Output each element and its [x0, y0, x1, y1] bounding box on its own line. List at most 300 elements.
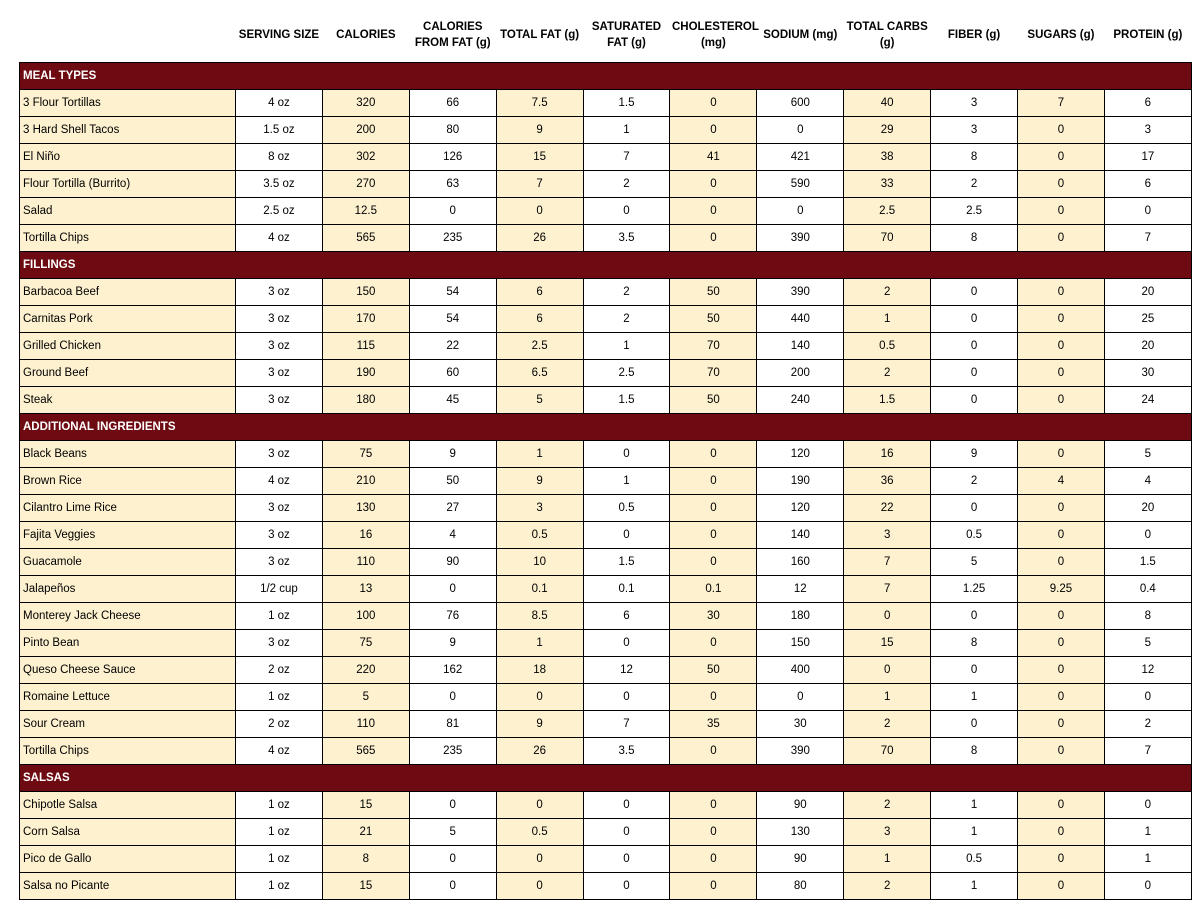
value-cell: 1	[1104, 846, 1191, 873]
value-cell: 0	[1018, 738, 1105, 765]
value-cell: 235	[409, 225, 496, 252]
value-cell: 8 oz	[236, 144, 323, 171]
value-cell: 115	[322, 333, 409, 360]
value-cell: 70	[844, 225, 931, 252]
value-cell: 1.25	[931, 576, 1018, 603]
value-cell: 35	[670, 711, 757, 738]
value-cell: 0	[1018, 117, 1105, 144]
table-row	[20, 90, 1192, 117]
value-cell: 2	[844, 279, 931, 306]
value-cell: 0	[583, 819, 670, 846]
column-header: SERVING SIZE	[238, 28, 320, 41]
table-row	[20, 630, 1192, 657]
value-cell: 1	[583, 468, 670, 495]
value-cell: 30	[670, 603, 757, 630]
item-name-cell: Black Beans	[20, 441, 236, 468]
value-cell: 26	[496, 225, 583, 252]
value-cell: 75	[322, 441, 409, 468]
value-cell: 50	[670, 387, 757, 414]
column-header-item	[20, 7, 236, 63]
value-cell: 6	[583, 603, 670, 630]
value-cell: 0	[931, 603, 1018, 630]
value-cell: 1	[931, 873, 1018, 900]
item-name-cell: El Niño	[20, 144, 236, 171]
item-name-cell: 3 Flour Tortillas	[20, 90, 236, 117]
value-cell: 0	[1018, 171, 1105, 198]
value-cell: 150	[757, 630, 844, 657]
value-cell: 0	[1018, 684, 1105, 711]
section-header-row	[20, 63, 1192, 90]
value-cell: 20	[1104, 279, 1191, 306]
column-header: SODIUM (mg)	[763, 28, 838, 41]
value-cell: 1	[496, 441, 583, 468]
table-row	[20, 576, 1192, 603]
table-body	[20, 63, 1192, 900]
table-row	[20, 738, 1192, 765]
table-row	[20, 171, 1192, 198]
value-cell: 80	[757, 873, 844, 900]
value-cell: 0	[670, 738, 757, 765]
value-cell: 0	[1018, 495, 1105, 522]
value-cell: 140	[757, 522, 844, 549]
value-cell: 2.5	[496, 333, 583, 360]
value-cell: 0	[670, 549, 757, 576]
value-cell: 190	[757, 468, 844, 495]
value-cell: 0.1	[583, 576, 670, 603]
value-cell: 160	[757, 549, 844, 576]
value-cell: 0	[670, 792, 757, 819]
value-cell: 54	[409, 279, 496, 306]
value-cell: 170	[322, 306, 409, 333]
value-cell: 70	[670, 360, 757, 387]
value-cell: 6	[1104, 171, 1191, 198]
value-cell: 8	[931, 144, 1018, 171]
value-cell: 2.5	[844, 198, 931, 225]
value-cell: 0	[1018, 441, 1105, 468]
value-cell: 0	[583, 846, 670, 873]
value-cell: 0	[496, 873, 583, 900]
item-name-cell: Carnitas Pork	[20, 306, 236, 333]
table-row	[20, 549, 1192, 576]
table-row	[20, 144, 1192, 171]
value-cell: 0.5	[496, 819, 583, 846]
value-cell: 1/2 cup	[236, 576, 323, 603]
item-name-cell: Brown Rice	[20, 468, 236, 495]
value-cell: 1	[844, 684, 931, 711]
value-cell: 3	[844, 819, 931, 846]
value-cell: 1	[583, 333, 670, 360]
item-name-cell: Monterey Jack Cheese	[20, 603, 236, 630]
value-cell: 16	[322, 522, 409, 549]
value-cell: 41	[670, 144, 757, 171]
value-cell: 0	[670, 684, 757, 711]
section-header-row	[20, 414, 1192, 441]
value-cell: 7	[583, 711, 670, 738]
value-cell: 9	[931, 441, 1018, 468]
value-cell: 0	[757, 684, 844, 711]
value-cell: 22	[844, 495, 931, 522]
table-row	[20, 792, 1192, 819]
value-cell: 0	[409, 576, 496, 603]
value-cell: 5	[409, 819, 496, 846]
value-cell: 600	[757, 90, 844, 117]
value-cell: 235	[409, 738, 496, 765]
value-cell: 0	[670, 90, 757, 117]
value-cell: 38	[844, 144, 931, 171]
value-cell: 7	[1104, 225, 1191, 252]
value-cell: 9	[496, 468, 583, 495]
value-cell: 200	[322, 117, 409, 144]
value-cell: 3 oz	[236, 387, 323, 414]
value-cell: 240	[757, 387, 844, 414]
table-row	[20, 873, 1192, 900]
value-cell: 1	[583, 117, 670, 144]
value-cell: 2	[583, 279, 670, 306]
value-cell: 6.5	[496, 360, 583, 387]
value-cell: 6	[496, 279, 583, 306]
value-cell: 9	[496, 117, 583, 144]
value-cell: 25	[1104, 306, 1191, 333]
value-cell: 302	[322, 144, 409, 171]
value-cell: 3	[1104, 117, 1191, 144]
value-cell: 0	[1104, 873, 1191, 900]
value-cell: 2	[844, 873, 931, 900]
value-cell: 0	[583, 684, 670, 711]
value-cell: 0	[1018, 846, 1105, 873]
value-cell: 3.5	[583, 225, 670, 252]
value-cell: 1	[1104, 819, 1191, 846]
value-cell: 21	[322, 819, 409, 846]
value-cell: 0.5	[583, 495, 670, 522]
value-cell: 0	[583, 873, 670, 900]
value-cell: 8	[1104, 603, 1191, 630]
value-cell: 2	[931, 468, 1018, 495]
value-cell: 110	[322, 711, 409, 738]
value-cell: 0	[931, 360, 1018, 387]
value-cell: 0	[496, 846, 583, 873]
value-cell: 80	[409, 117, 496, 144]
value-cell: 2 oz	[236, 711, 323, 738]
item-name-cell: Steak	[20, 387, 236, 414]
value-cell: 8.5	[496, 603, 583, 630]
column-header: TOTAL CARBS (g)	[846, 20, 928, 49]
value-cell: 12	[583, 657, 670, 684]
value-cell: 1.5	[844, 387, 931, 414]
value-cell: 390	[757, 225, 844, 252]
value-cell: 3	[496, 495, 583, 522]
value-cell: 2.5	[931, 198, 1018, 225]
item-name-cell: 3 Hard Shell Tacos	[20, 117, 236, 144]
value-cell: 0	[670, 630, 757, 657]
value-cell: 0	[670, 468, 757, 495]
value-cell: 3 oz	[236, 333, 323, 360]
value-cell: 7	[583, 144, 670, 171]
value-cell: 0	[670, 117, 757, 144]
value-cell: 200	[757, 360, 844, 387]
value-cell: 8	[322, 846, 409, 873]
value-cell: 2	[844, 360, 931, 387]
value-cell: 0	[670, 198, 757, 225]
table-row	[20, 522, 1192, 549]
value-cell: 29	[844, 117, 931, 144]
value-cell: 9	[496, 711, 583, 738]
item-name-cell: Grilled Chicken	[20, 333, 236, 360]
value-cell: 0	[1104, 522, 1191, 549]
value-cell: 75	[322, 630, 409, 657]
value-cell: 0	[496, 792, 583, 819]
value-cell: 390	[757, 738, 844, 765]
value-cell: 0.5	[931, 522, 1018, 549]
value-cell: 0	[583, 441, 670, 468]
value-cell: 0.5	[931, 846, 1018, 873]
value-cell: 90	[757, 846, 844, 873]
column-header: FIBER (g)	[947, 28, 1001, 41]
column-header: CHOLESTEROL (mg)	[671, 20, 759, 49]
value-cell: 140	[757, 333, 844, 360]
table-row	[20, 333, 1192, 360]
value-cell: 3	[931, 117, 1018, 144]
value-cell: 3 oz	[236, 495, 323, 522]
value-cell: 7	[1104, 738, 1191, 765]
value-cell: 7	[844, 549, 931, 576]
value-cell: 0	[409, 873, 496, 900]
column-header: CALORIES	[336, 28, 396, 41]
value-cell: 22	[409, 333, 496, 360]
value-cell: 0.5	[844, 333, 931, 360]
value-cell: 0	[583, 630, 670, 657]
value-cell: 24	[1104, 387, 1191, 414]
value-cell: 4 oz	[236, 468, 323, 495]
value-cell: 4	[1104, 468, 1191, 495]
value-cell: 0.5	[496, 522, 583, 549]
value-cell: 0	[409, 792, 496, 819]
value-cell: 0	[583, 198, 670, 225]
value-cell: 180	[322, 387, 409, 414]
value-cell: 0	[1104, 198, 1191, 225]
value-cell: 0	[1018, 306, 1105, 333]
value-cell: 3 oz	[236, 630, 323, 657]
value-cell: 50	[670, 657, 757, 684]
value-cell: 1 oz	[236, 846, 323, 873]
value-cell: 50	[670, 306, 757, 333]
value-cell: 0	[931, 495, 1018, 522]
value-cell: 120	[757, 441, 844, 468]
value-cell: 4 oz	[236, 738, 323, 765]
value-cell: 50	[670, 279, 757, 306]
value-cell: 3 oz	[236, 549, 323, 576]
item-name-cell: Cilantro Lime Rice	[20, 495, 236, 522]
value-cell: 2	[583, 306, 670, 333]
value-cell: 26	[496, 738, 583, 765]
value-cell: 2	[931, 171, 1018, 198]
value-cell: 0	[409, 684, 496, 711]
table-row	[20, 846, 1192, 873]
value-cell: 180	[757, 603, 844, 630]
item-name-cell: Flour Tortilla (Burrito)	[20, 171, 236, 198]
value-cell: 1 oz	[236, 873, 323, 900]
value-cell: 0	[1018, 603, 1105, 630]
value-cell: 12	[1104, 657, 1191, 684]
section-title: SALSAS	[20, 765, 1192, 792]
value-cell: 76	[409, 603, 496, 630]
value-cell: 7	[1018, 90, 1105, 117]
value-cell: 36	[844, 468, 931, 495]
value-cell: 1	[931, 792, 1018, 819]
item-name-cell: Tortilla Chips	[20, 738, 236, 765]
value-cell: 0	[670, 873, 757, 900]
value-cell: 0.4	[1104, 576, 1191, 603]
value-cell: 0	[409, 846, 496, 873]
value-cell: 3 oz	[236, 279, 323, 306]
value-cell: 33	[844, 171, 931, 198]
value-cell: 1 oz	[236, 792, 323, 819]
value-cell: 150	[322, 279, 409, 306]
item-name-cell: Romaine Lettuce	[20, 684, 236, 711]
value-cell: 2	[1104, 711, 1191, 738]
table-row	[20, 684, 1192, 711]
value-cell: 565	[322, 738, 409, 765]
value-cell: 4 oz	[236, 225, 323, 252]
value-cell: 0	[670, 522, 757, 549]
item-name-cell: Barbacoa Beef	[20, 279, 236, 306]
value-cell: 12	[757, 576, 844, 603]
value-cell: 0	[844, 603, 931, 630]
value-cell: 8	[931, 738, 1018, 765]
column-header: TOTAL FAT (g)	[500, 28, 580, 41]
value-cell: 0	[931, 333, 1018, 360]
column-header: SUGARS (g)	[1027, 28, 1095, 41]
table-row	[20, 711, 1192, 738]
column-header: PROTEIN (g)	[1113, 28, 1183, 41]
value-cell: 4	[1018, 468, 1105, 495]
value-cell: 2.5 oz	[236, 198, 323, 225]
value-cell: 0.1	[496, 576, 583, 603]
value-cell: 0	[583, 522, 670, 549]
value-cell: 30	[1104, 360, 1191, 387]
value-cell: 40	[844, 90, 931, 117]
value-cell: 0	[1018, 549, 1105, 576]
value-cell: 440	[757, 306, 844, 333]
value-cell: 5	[1104, 441, 1191, 468]
value-cell: 2	[844, 711, 931, 738]
item-name-cell: Chipotle Salsa	[20, 792, 236, 819]
section-header-row	[20, 765, 1192, 792]
value-cell: 0	[670, 495, 757, 522]
value-cell: 1 oz	[236, 819, 323, 846]
value-cell: 0	[1018, 792, 1105, 819]
value-cell: 210	[322, 468, 409, 495]
value-cell: 0	[1018, 819, 1105, 846]
value-cell: 7	[844, 576, 931, 603]
value-cell: 0	[670, 225, 757, 252]
value-cell: 0	[670, 819, 757, 846]
value-cell: 81	[409, 711, 496, 738]
value-cell: 7	[496, 171, 583, 198]
value-cell: 0	[757, 117, 844, 144]
value-cell: 390	[757, 279, 844, 306]
table-row	[20, 603, 1192, 630]
section-title: ADDITIONAL INGREDIENTS	[20, 414, 1192, 441]
column-header: SATURATED FAT (g)	[591, 20, 662, 49]
value-cell: 0	[670, 171, 757, 198]
item-name-cell: Guacamole	[20, 549, 236, 576]
value-cell: 421	[757, 144, 844, 171]
item-name-cell: Salsa no Picante	[20, 873, 236, 900]
column-header: CALORIES FROM FAT (g)	[414, 20, 491, 49]
value-cell: 0	[844, 657, 931, 684]
value-cell: 565	[322, 225, 409, 252]
value-cell: 0	[1018, 333, 1105, 360]
value-cell: 0	[1018, 630, 1105, 657]
value-cell: 220	[322, 657, 409, 684]
value-cell: 9	[409, 630, 496, 657]
value-cell: 5	[496, 387, 583, 414]
value-cell: 70	[670, 333, 757, 360]
value-cell: 0	[670, 846, 757, 873]
value-cell: 120	[757, 495, 844, 522]
value-cell: 3	[844, 522, 931, 549]
value-cell: 15	[844, 630, 931, 657]
value-cell: 0	[757, 198, 844, 225]
table-row	[20, 468, 1192, 495]
value-cell: 5	[1104, 630, 1191, 657]
value-cell: 66	[409, 90, 496, 117]
table-row	[20, 819, 1192, 846]
value-cell: 30	[757, 711, 844, 738]
value-cell: 90	[409, 549, 496, 576]
value-cell: 0	[1018, 360, 1105, 387]
value-cell: 1.5	[583, 90, 670, 117]
item-name-cell: Sour Cream	[20, 711, 236, 738]
header-row	[20, 7, 1192, 63]
value-cell: 1 oz	[236, 603, 323, 630]
value-cell: 3 oz	[236, 306, 323, 333]
item-name-cell: Corn Salsa	[20, 819, 236, 846]
value-cell: 0	[1018, 873, 1105, 900]
value-cell: 0	[1104, 792, 1191, 819]
value-cell: 1	[496, 630, 583, 657]
value-cell: 0	[496, 684, 583, 711]
value-cell: 1	[931, 819, 1018, 846]
value-cell: 0	[1018, 225, 1105, 252]
table-row	[20, 495, 1192, 522]
section-title: MEAL TYPES	[20, 63, 1192, 90]
value-cell: 9	[409, 441, 496, 468]
value-cell: 0	[931, 306, 1018, 333]
value-cell: 0	[931, 657, 1018, 684]
table-row	[20, 387, 1192, 414]
value-cell: 0	[1018, 711, 1105, 738]
value-cell: 190	[322, 360, 409, 387]
item-name-cell: Queso Cheese Sauce	[20, 657, 236, 684]
value-cell: 18	[496, 657, 583, 684]
value-cell: 1	[931, 684, 1018, 711]
value-cell: 320	[322, 90, 409, 117]
value-cell: 130	[322, 495, 409, 522]
value-cell: 54	[409, 306, 496, 333]
value-cell: 130	[757, 819, 844, 846]
value-cell: 5	[322, 684, 409, 711]
value-cell: 63	[409, 171, 496, 198]
value-cell: 0	[1018, 144, 1105, 171]
value-cell: 1.5	[1104, 549, 1191, 576]
value-cell: 270	[322, 171, 409, 198]
value-cell: 3.5	[583, 738, 670, 765]
value-cell: 3 oz	[236, 360, 323, 387]
value-cell: 1 oz	[236, 684, 323, 711]
value-cell: 1.5	[583, 387, 670, 414]
value-cell: 8	[931, 225, 1018, 252]
